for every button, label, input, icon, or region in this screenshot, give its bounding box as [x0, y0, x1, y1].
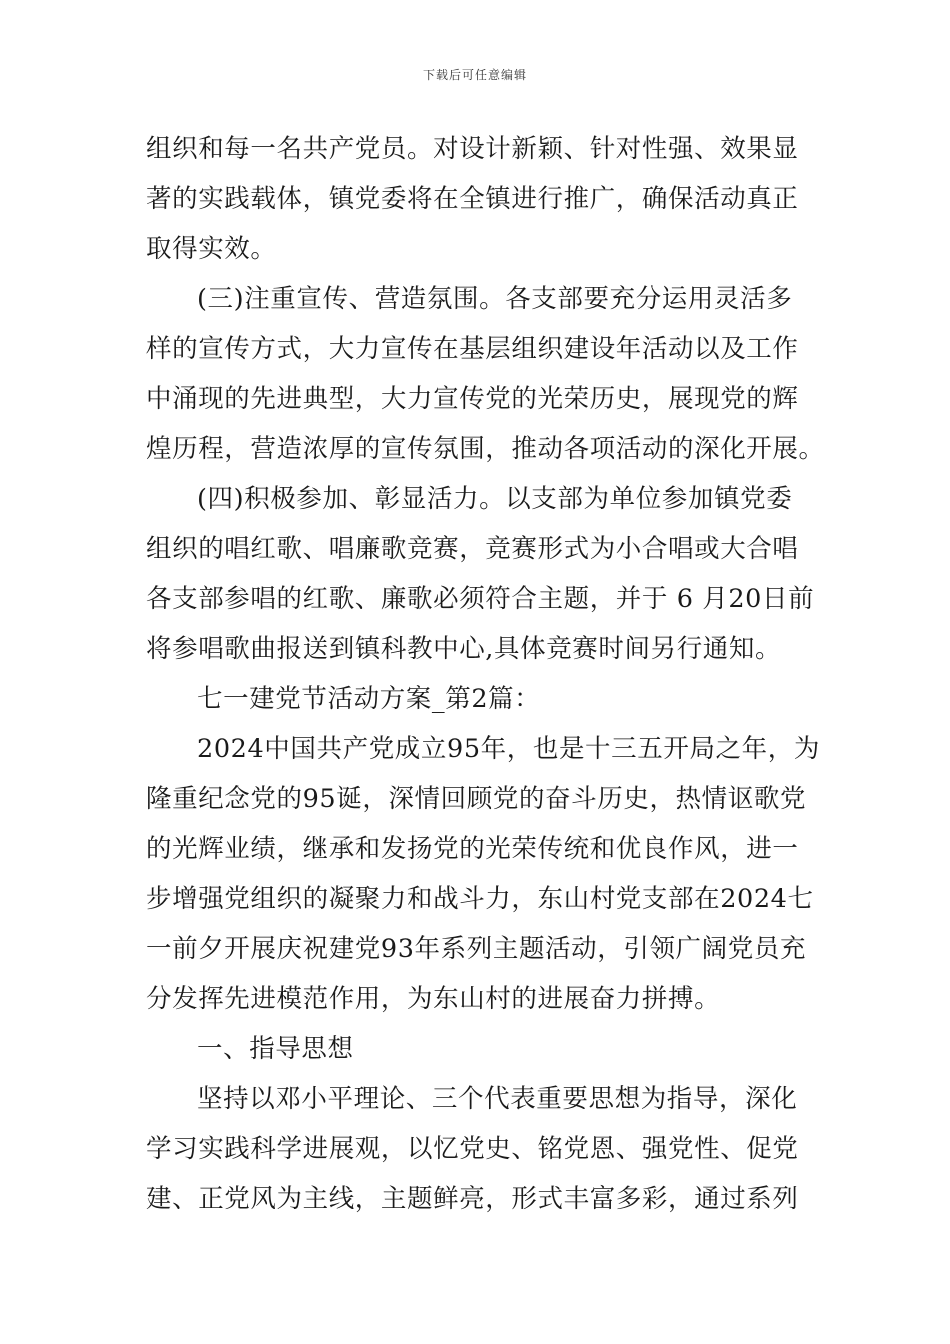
text-line: 步增强党组织的凝聚力和战斗力，东山村党支部在2024七 — [146, 884, 814, 914]
text-line: 著的实践载体，镇党委将在全镇进行推广，确保活动真正 — [146, 184, 799, 214]
paragraph-first-line: (四)积极参加、彰显活力。以支部为单位参加镇党委 — [197, 484, 793, 514]
paragraph-first-line: 坚持以邓小平理论、三个代表重要思想为指导，深化 — [197, 1084, 798, 1114]
text-line: 的光辉业绩，继承和发扬党的光荣传统和优良作风，进一 — [146, 834, 799, 864]
text-line: 各支部参唱的红歌、廉歌必须符合主题，并于 6 月20日前 — [146, 584, 815, 614]
section-title: 七一建党节活动方案_第2篇： — [197, 684, 541, 714]
paragraph-first-line: 2024中国共产党成立95年，也是十三五开局之年，为 — [197, 734, 820, 764]
text-line: 样的宣传方式，大力宣传在基层组织建设年活动以及工作 — [146, 334, 799, 364]
page-header-note: 下载后可任意编辑 — [422, 68, 527, 82]
text-line: 分发挥先进模范作用，为东山村的进展奋力拼搏。 — [146, 984, 721, 1014]
section-heading: 一、指导思想 — [197, 1034, 354, 1064]
text-line: 组织的唱红歌、唱廉歌竞赛，竞赛形式为小合唱或大合唱 — [146, 534, 799, 564]
text-line: 一前夕开展庆祝建党93年系列主题活动，引领广阔党员充 — [146, 934, 807, 964]
text-line: 隆重纪念党的95诞，深情回顾党的奋斗历史，热情讴歌党 — [146, 784, 807, 814]
text-line: 将参唱歌曲报送到镇科教中心,具体竞赛时间另行通知。 — [146, 634, 782, 664]
text-line: 取得实效。 — [146, 234, 277, 264]
text-line: 煌历程，营造浓厚的宣传氛围，推动各项活动的深化开展。 — [146, 434, 825, 464]
text-line: 组织和每一名共产党员。对设计新颖、针对性强、效果显 — [146, 134, 799, 164]
paragraph-first-line: (三)注重宣传、营造氛围。各支部要充分运用灵活多 — [197, 284, 793, 314]
text-line: 学习实践科学进展观，以忆党史、铭党恩、强党性、促党 — [146, 1134, 799, 1164]
text-line: 中涌现的先进典型，大力宣传党的光荣历史，展现党的辉 — [146, 384, 799, 414]
text-line: 建、正党风为主线，主题鲜亮，形式丰富多彩，通过系列 — [146, 1184, 799, 1214]
document-body — [146, 124, 825, 1224]
